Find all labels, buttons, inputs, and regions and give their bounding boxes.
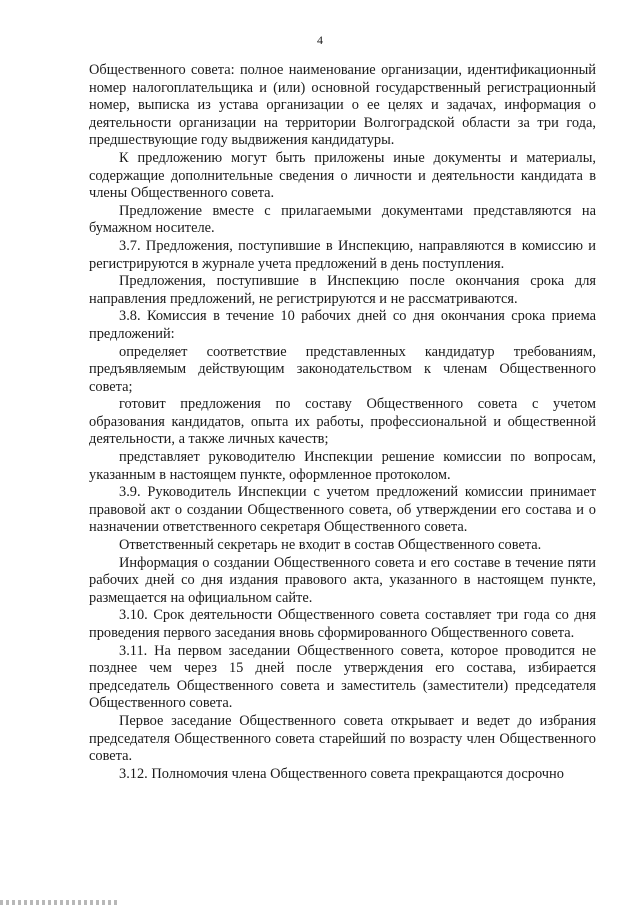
paragraph: Общественного совета: полное наименование организации, идентификационный номер налогоплательщика и (или) основной государственный регистрационный номер, выписка из устава организации о ее целях и задачах, информация о деятельности организации на территории Волгоградской области за три года, предшествующие году выдвижения кандидатуры. [89,62,596,149]
paragraph: Информация о создании Общественного совета и его составе в течение пяти рабочих дней со дня издания правового акта, указанного в настоящем пункте, размещается на официальном сайте. [89,554,596,606]
scan-artifact [0,900,120,905]
paragraph: 3.8. Комиссия в течение 10 рабочих дней со дня окончания срока приема предложений: [89,308,596,342]
paragraph: К предложению могут быть приложены иные документы и материалы, содержащие дополнительные сведения о личности и деятельности кандидата в члены Общественного совета. [89,149,596,202]
document-body [89,62,596,783]
paragraph: 3.7. Предложения, поступившие в Инспекцию, направляются в комиссию и регистрируются в журнале учета предложений в день поступления. [89,237,596,272]
paragraph: Первое заседание Общественного совета открывает и ведет до избрания председателя Общественного совета старейший по возрасту член Общественного совета. [89,712,596,765]
paragraph: Предложение вместе с прилагаемыми документами представляются на бумажном носителе. [89,202,596,237]
paragraph: Ответственный секретарь не входит в состав Общественного совета. [119,537,542,554]
paragraph: представляет руководителю Инспекции решение комиссии по вопросам, указанным в настоящем пункте, оформленное протоколом. [89,449,596,483]
paragraph: 3.11. На первом заседании Общественного совета, которое проводится не позднее чем через 15 дней после утверждения его состава, избирается председатель Общественного совета и заместитель (заместители) председателя Общественного совета. [89,642,596,712]
paragraph: 3.9. Руководитель Инспекции с учетом предложений комиссии принимает правовой акт о создании Общественного совета, об утверждении его состава и о назначении ответственного секретаря Общественного совета. [89,484,596,536]
paragraph: определяет соответствие представленных кандидатур требованиям, предъявляемым действующим законодательством к членам Общественного совета; [89,343,596,395]
page-number: 4 [317,33,323,47]
paragraph: 3.12. Полномочия члена Общественного совета прекращаются досрочно [119,765,564,782]
paragraph: Предложения, поступившие в Инспекцию после окончания срока для направления предложений, не регистрируются и не рассматриваются. [89,273,596,307]
paragraph: 3.10. Срок деятельности Общественного совета составляет три года со дня проведения первого заседания вновь сформированного Общественного совета. [89,607,596,641]
paragraph: готовит предложения по составу Общественного совета с учетом образования кандидатов, опыта их работы, профессиональной и общественной деятельности, а также личных качеств; [89,396,596,448]
